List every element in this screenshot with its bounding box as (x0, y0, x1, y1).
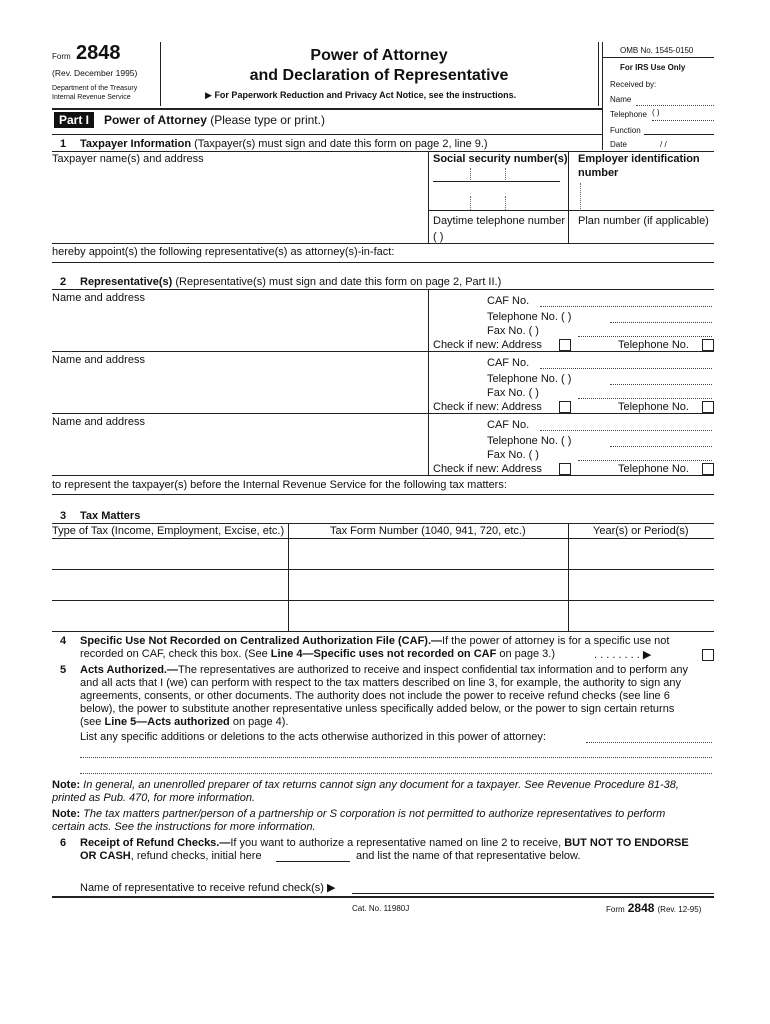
revision-date: (Rev. December 1995) (52, 68, 138, 78)
check-if-new-address-label: Check if new: Address (433, 339, 542, 351)
new-telephone-checkbox[interactable] (702, 463, 714, 475)
appoint-text: hereby appoint(s) the following representative(s) as attorney(s)-in-fact: (52, 246, 395, 258)
function-label: Function (610, 126, 641, 135)
telephone-number-label: Telephone No. ( ) (487, 311, 572, 323)
date-slashes: / / (660, 140, 667, 149)
acts-list-label: List any specific additions or deletions to the acts otherwise authorized in this power of attorney: (80, 731, 546, 743)
fax-number-label: Fax No. ( ) (487, 387, 539, 399)
part-one-label: Part I (54, 112, 94, 128)
tax-matters-title: Tax Matters (80, 510, 141, 522)
new-telephone-checkbox[interactable] (702, 401, 714, 413)
new-address-checkbox[interactable] (559, 339, 571, 351)
line-5-number: 5 (60, 664, 67, 676)
irs-use-only: For IRS Use Only (620, 63, 686, 72)
form-word: Form (52, 52, 71, 61)
note-unenrolled-preparer: Note: In general, an unenrolled preparer of tax returns cannot sign any document for a taxpayer. See Revenue Procedure 81-38, printed as Pub. 470, for more information. (52, 779, 679, 804)
new-telephone-checkbox[interactable] (702, 339, 714, 351)
form-title-line-2: and Declaration of Representative (249, 67, 509, 84)
line-4-leader: . . . . . . . . ▶ (594, 649, 652, 661)
check-if-new-address-label: Check if new: Address (433, 401, 542, 413)
refund-rep-name-field[interactable] (352, 893, 714, 894)
line-6-text-cont: and list the name of that representative below. (356, 850, 581, 862)
line-6-text: Receipt of Refund Checks.—If you want to authorize a representative named on line 2 to receive, BUT NOT TO ENDORSE OR CASH, refund checks, initial here (80, 837, 689, 862)
taxpayer-name-address-label: Taxpayer name(s) and address (52, 153, 204, 165)
acts-list-line-1[interactable] (80, 757, 712, 758)
daytime-phone-label: Daytime telephone number (433, 215, 566, 227)
line-5-text: Acts Authorized.—The representatives are authorized to receive and inspect confidential tax information and to perform any and all acts that I (we) can perform with respect to the tax matters described on line 3, for example, the authority to sign any agreements, consents, or other documents. The authority does not include the power to receive refund checks (see line 6 below), the power to substitute another representative unless specifically added below, or the power to sign certain returns (see Line 5—Acts authorized on page 4). (80, 664, 688, 728)
cat-number: Cat. No. 11980J (352, 904, 410, 913)
line-4-number: 4 (60, 635, 67, 647)
date-label: Date (610, 140, 627, 149)
line-2-number: 2 (60, 276, 67, 288)
line-2-heading: Representative(s) (Representative(s) must sign and date this form on page 2, Part II.) (80, 276, 502, 288)
type-of-tax-header: Type of Tax (Income, Employment, Excise, etc.) (52, 525, 285, 537)
caf-number-label: CAF No. (487, 295, 530, 307)
telephone-label: Telephone (610, 110, 647, 119)
part-one-title: Power of Attorney (Please type or print.) (104, 113, 325, 127)
paperwork-note: ▶ For Paperwork Reduction and Privacy Act Notice, see the instructions. (205, 90, 517, 100)
tax-form-number-header: Tax Form Number (1040, 941, 720, etc.) (330, 525, 526, 537)
irs-name: Internal Revenue Service (52, 94, 131, 101)
initial-here-field[interactable] (276, 861, 350, 862)
telephone-paren: ( ) (652, 108, 660, 117)
ein-label-1: Employer identification (578, 153, 700, 165)
new-address-checkbox[interactable] (559, 401, 571, 413)
rep-name-address-label: Name and address (52, 416, 145, 428)
daytime-phone-paren: ( ) (433, 231, 444, 243)
line-1-heading: Taxpayer Information (Taxpayer(s) must sign and date this form on page 2, line 9.) (80, 138, 488, 150)
check-if-new-address-label: Check if new: Address (433, 463, 542, 475)
line-1-number: 1 (60, 138, 67, 150)
footer-form-id: Form 2848 (Rev. 12-95) (606, 901, 702, 915)
ein-label-2: number (578, 167, 619, 179)
received-by-label: Received by: (610, 80, 657, 89)
form-title-line-1: Power of Attorney (310, 47, 448, 64)
department-name: Department of the Treasury (52, 85, 138, 92)
ssn-label: Social security number(s) (433, 153, 568, 165)
rep-name-address-label: Name and address (52, 292, 145, 304)
specific-use-checkbox[interactable] (702, 649, 714, 661)
check-if-new-telephone-label: Telephone No. (618, 339, 689, 351)
check-if-new-telephone-label: Telephone No. (618, 463, 689, 475)
plan-number-label: Plan number (if applicable) (578, 215, 709, 227)
line-3-number: 3 (60, 510, 67, 522)
note-tax-matters-partner: Note: The tax matters partner/person of a partnership or S corporation is not permitted to authorize representatives to perform certain acts. See the instructions for more information. (52, 808, 666, 833)
arrow-icon: ▶ (205, 90, 212, 100)
years-periods-header: Year(s) or Period(s) (593, 525, 689, 537)
refund-rep-name-label: Name of representative to receive refund check(s) ▶ (80, 882, 336, 894)
line-6-number: 6 (60, 837, 67, 849)
form-number: 2848 (76, 42, 121, 64)
line-4-text: Specific Use Not Recorded on Centralized Authorization File (CAF).—If the power of attorney is for a specific use not recorded on CAF, check this box. (See Line 4—Specific uses not recorded on CAF on page 3.) (80, 635, 670, 660)
fax-number-label: Fax No. ( ) (487, 325, 539, 337)
represent-text: to represent the taxpayer(s) before the Internal Revenue Service for the following tax matters: (52, 479, 507, 491)
acts-list-line-2[interactable] (80, 773, 712, 774)
rep-name-address-label: Name and address (52, 354, 145, 366)
fax-number-label: Fax No. ( ) (487, 449, 539, 461)
telephone-number-label: Telephone No. ( ) (487, 435, 572, 447)
check-if-new-telephone-label: Telephone No. (618, 401, 689, 413)
caf-number-label: CAF No. (487, 419, 530, 431)
new-address-checkbox[interactable] (559, 463, 571, 475)
telephone-number-label: Telephone No. ( ) (487, 373, 572, 385)
omb-number: OMB No. 1545-0150 (620, 46, 694, 55)
caf-number-label: CAF No. (487, 357, 530, 369)
name-label: Name (610, 95, 632, 104)
